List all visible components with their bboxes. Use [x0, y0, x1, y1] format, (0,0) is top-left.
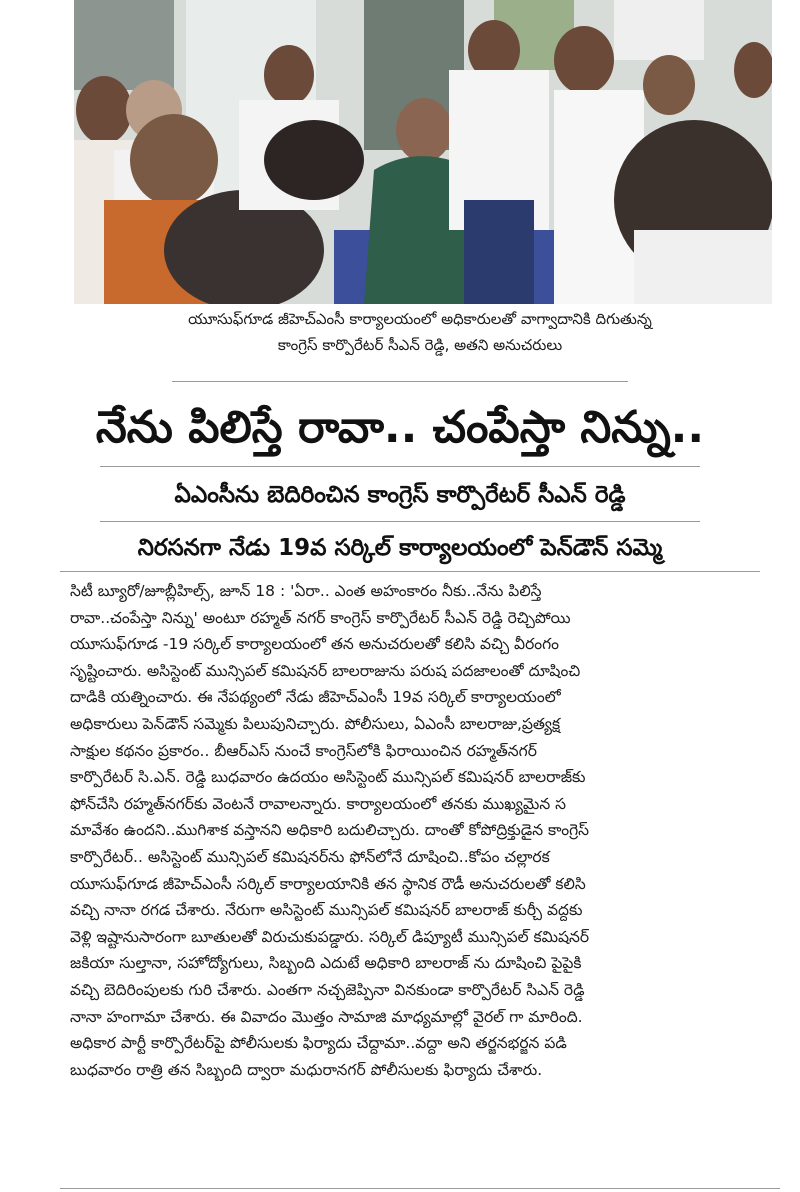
headline-divider [100, 466, 700, 467]
body-line: యూసుఫ్‌గూడ -19 సర్కిల్ కార్యాలయంలో తన అనుచరులతో కలిసి వచ్చి వీరంగం [70, 635, 560, 654]
body-line: జకియా సుల్తానా, సహోద్యోగులు, సిబ్బంది ఎదుటే అధికారి బాలరాజ్ ను దూషించి పైపైకి [70, 954, 582, 973]
news-photo [74, 0, 772, 304]
caption-divider [172, 381, 628, 382]
body-line: దాడికి యత్నించారు. ఈ నేపథ్యంలో నేడు జీహెచ్‌ఎంసీ 19వ సర్కిల్ కార్యాలయంలో [70, 688, 561, 707]
body-line: సిటీ బ్యూరో/జూబ్లీహిల్స్, జూన్ 18 : 'ఏరా.. ఎంత అహంకారం నీకు..నేను పిలిస్తే [70, 582, 542, 600]
body-line: మావేశం ఉందని..ముగిశాక వస్తానని అధికారి బదులిచ్చారు. దాంతో కోపోద్రిక్తుడైన కాంగ్రెస్ [70, 821, 590, 840]
body-line: వెళ్లి ఇష్టానుసారంగా బూతులతో విరుచుకుపడ్డారు. సర్కిల్ డిప్యూటీ మున్సిపల్ కమిషనర్ [70, 927, 590, 946]
body-line: సృష్టించారు. అసిస్టెంట్ మున్సిపల్ కమిషనర్ బాలరాజును పరుష పదజాలంతో దూషించి [70, 661, 581, 680]
body-line: అధికార పార్టీ కార్పొరేటర్‌పై పోలీసులకు ఫిర్యాదు చేద్దామా..వద్దా అని తర్జనభర్జన పడి [70, 1034, 567, 1053]
body-divider [60, 571, 760, 572]
subhead-2: నిరసనగా నేడు 19వ సర్కిల్ కార్యాలయంలో పెన్‌డౌన్ సమ్మె [137, 535, 663, 561]
photo-caption [60, 306, 780, 358]
body-line: వచ్చి నానా రగడ చేశారు. నేరుగా అసిస్టెంట్ మున్సిపల్ కమిషనర్ బాలరాజ్ కుర్చీ వద్దకు [70, 901, 583, 920]
body-line: బుధవారం రాత్రి తన సిబ్బంది ద్వారా మధురానగర్ పోలీసులకు ఫిర్యాదు చేశారు. [70, 1060, 543, 1079]
body-line: అధికారులు పెన్‌డౌన్ సమ్మెకు పిలుపునిచ్చారు. పోలీసులు, ఏఎంసీ బాలరాజు,ప్రత్యక్ష [70, 714, 561, 733]
body-line: సాక్షుల కథనం ప్రకారం.. బీఆర్ఎస్ నుంచే కాంగ్రెస్‌లోకి ఫిరాయించిన రహ్మత్‌నగర్ [70, 741, 537, 760]
caption-line-1: యూసుఫ్‌గూడ జీహెచ్‌ఎంసీ కార్యాలయంలో అధికారులతో వాగ్వాదానికి దిగుతున్న [188, 310, 652, 328]
article-body [70, 578, 782, 1083]
body-line: వచ్చి బెదిరింపులకు గురి చేశారు. ఎంతగా నచ్చజెప్పినా వినకుండా కార్పొరేటర్ సిఎన్ రెడ్డి [70, 980, 585, 999]
body-line: కార్పొరేటర్.. అసిస్టెంట్ మున్సిపల్ కమిషనర్‌ను ఫోన్‌లోనే దూషించి..కోపం చల్లారక [70, 847, 550, 866]
subhead-divider [100, 521, 700, 522]
news-photo-illustration [74, 0, 772, 304]
body-line: ఫోన్‌చేసి రహ్మత్‌నగర్‌కు వెంటనే రావాలన్నారు. కార్యాలయంలో తనకు ముఖ్యమైన స [70, 794, 567, 813]
body-line: రావా..చంపేస్తా నిన్ను' అంటూ రహ్మత్ నగర్ కాంగ్రెస్ కార్పొరేటర్ సీఎన్ రెడ్డి రెచ్చిపోయి [70, 608, 571, 627]
body-line: కార్పొరేటర్ సి.ఎన్. రెడ్డి బుధవారం ఉదయం అసిస్టెంట్ మున్సిపల్ కమిషనర్ బాలరాజ్‌కు [70, 768, 586, 787]
caption-line-2: కాంగ్రెస్ కార్పొరేటర్ సీఎన్ రెడ్డి, అతని అనుచరులు [277, 336, 563, 354]
body-line: నానా హంగామా చేశారు. ఈ వివాదం మొత్తం సామాజి మాధ్యమాల్లో వైరల్ గా మారింది. [70, 1007, 583, 1026]
body-line: యూసుఫ్‌గూడ జీహెచ్‌ఎంసీ సర్కిల్ కార్యాలయానికి తన స్థానిక రౌడీ అనుచరులతో కలిసి [70, 874, 586, 893]
headline: నేను పిలిస్తే రావా.. చంపేస్తా నిన్ను.. [95, 402, 705, 453]
bottom-divider [60, 1188, 780, 1189]
subhead-1: ఏఎంసీను బెదిరించిన కాంగ్రెస్ కార్పొరేటర్ సీఎన్ రెడ్డి [174, 482, 626, 508]
